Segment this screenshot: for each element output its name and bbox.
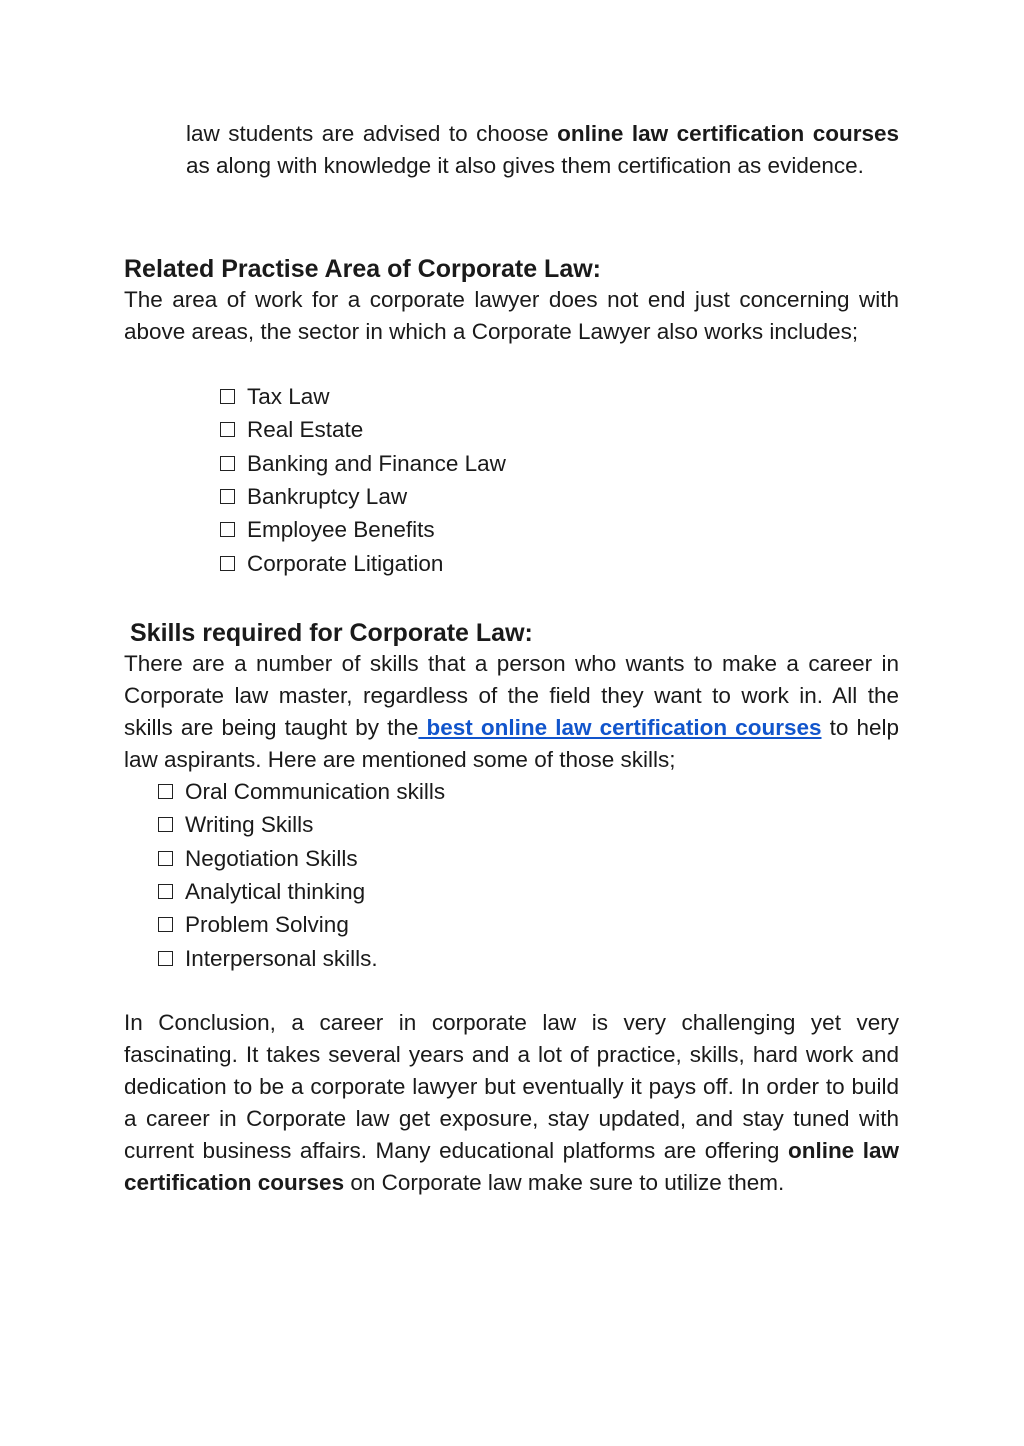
list-item-label: Corporate Litigation (247, 550, 444, 576)
list-item-label: Tax Law (247, 384, 330, 410)
list-item-label: Banking and Finance Law (247, 450, 506, 476)
list-item-label: Oral Communication skills (185, 779, 446, 805)
list-item (220, 447, 506, 480)
skills-text-after-link: to help law aspirants. Here are mentioned some of those skills; (124, 715, 899, 772)
intro-text-2: as along with knowledge it also gives them certification as evidence. (186, 153, 864, 178)
list-item (220, 380, 506, 413)
list-item-label: Bankruptcy Law (247, 484, 408, 510)
checkbox-icon (220, 389, 235, 404)
checkbox-icon (158, 884, 173, 899)
list-item (220, 546, 506, 579)
list-item (158, 775, 445, 808)
list-item-label: Negotiation Skills (185, 845, 358, 871)
checkbox-icon (158, 951, 173, 966)
checkbox-icon (158, 784, 173, 799)
skills-paragraph (124, 648, 899, 776)
checkbox-icon (220, 522, 235, 537)
list-item (158, 941, 445, 974)
conclusion-paragraph (124, 1007, 899, 1199)
list-item-label: Real Estate (247, 417, 364, 443)
list-item (158, 808, 445, 841)
skills-heading: Skills required for Corporate Law: (130, 619, 533, 647)
list-item-label: Interpersonal skills. (185, 945, 378, 971)
checkbox-icon (158, 851, 173, 866)
conclusion-text-2: on Corporate law make sure to utilize them. (344, 1170, 785, 1195)
intro-bold-phrase: online law certification courses (557, 121, 899, 146)
checkbox-icon (158, 817, 173, 832)
checkbox-icon (220, 556, 235, 571)
practice-area-heading: Related Practise Area of Corporate Law: (124, 255, 601, 283)
list-item-label: Employee Benefits (247, 517, 435, 543)
conclusion-text-1: In Conclusion, a career in corporate law is very challenging yet very fascinating. It takes several years and a lot of practice, skills, hard work and dedication to be a corporate lawyer but eventually it pays off. In order to build a career in Corporate law get exposure, stay updated, and stay tuned with current business affairs. Many educational platforms are offering (124, 1010, 899, 1163)
list-item (158, 908, 445, 941)
intro-text-1: law students are advised to choose (186, 121, 558, 146)
checkbox-icon (220, 422, 235, 437)
checkbox-icon (220, 489, 235, 504)
practice-area-paragraph: The area of work for a corporate lawyer does not end just concerning with above areas, the sector in which a Corporate Lawyer also works includes; (124, 287, 899, 344)
intro-paragraph (186, 118, 899, 182)
skills-text-before-link: There are a number of skills that a person who wants to make a career in Corporate law master, regardless of the field they want to work in. All the skills are being taught by the (124, 651, 899, 740)
list-item-label: Writing Skills (185, 812, 314, 838)
checkbox-icon (220, 456, 235, 471)
list-item-label: Problem Solving (185, 912, 349, 938)
list-item (158, 875, 445, 908)
list-item (220, 413, 506, 446)
list-item-label: Analytical thinking (185, 879, 366, 905)
checkbox-icon (158, 917, 173, 932)
list-item (158, 842, 445, 875)
conclusion-bold-phrase: online law certification courses (124, 1138, 899, 1195)
list-item (220, 480, 506, 513)
practice-area-list (220, 380, 506, 580)
skills-list (158, 775, 445, 975)
list-item (220, 513, 506, 546)
certification-courses-link[interactable]: best online law certification courses (418, 715, 822, 740)
